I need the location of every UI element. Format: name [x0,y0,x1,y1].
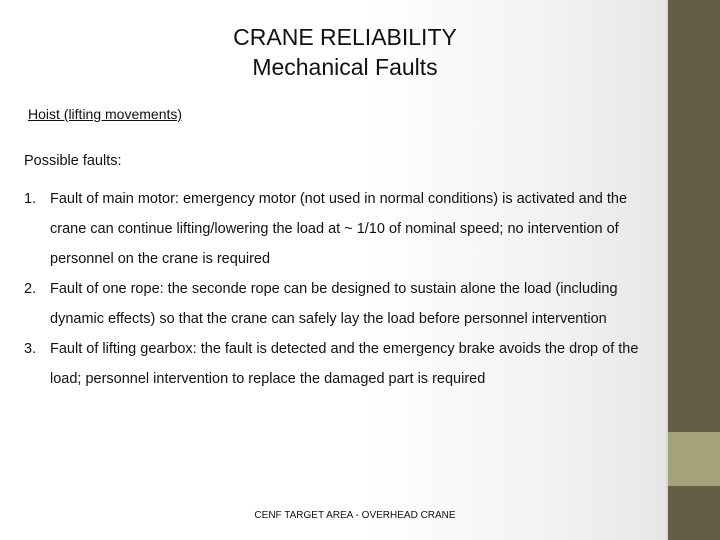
fault-text: Fault of one rope: the seconde rope can be designed to sustain alone the load (including dynamic effects) so that the crane can safely lay the load before personnel intervention [50,281,618,327]
slide-title-line-1: CRANE RELIABILITY [233,24,457,50]
slide-title-line-2: Mechanical Faults [252,54,438,80]
fault-number: 3. [24,341,37,357]
fault-text: Fault of main motor: emergency motor (not used in normal conditions) is activated and the crane can continue lifting/lowering the load at ~ 1/10 of nominal speed; no intervention of personnel on the crane is required [50,191,628,267]
fault-text: Fault of lifting gearbox: the fault is detected and the emergency brake avoids the drop of the load; personnel intervention to replace the damaged part is required [50,341,639,387]
slide-footer: CENF TARGET AREA - OVERHEAD CRANE [254,510,456,521]
section-heading: Hoist (lifting movements) [28,106,183,122]
faults-list [24,184,664,394]
fault-item-2 [24,274,664,334]
fault-number: 2. [24,281,37,297]
slide-title [0,22,690,82]
intro-text: Possible faults: [24,153,122,169]
fault-item-1 [24,184,664,274]
decorative-sidebar-accent [668,432,720,486]
fault-number: 1. [24,191,37,207]
fault-item-3 [24,334,664,394]
